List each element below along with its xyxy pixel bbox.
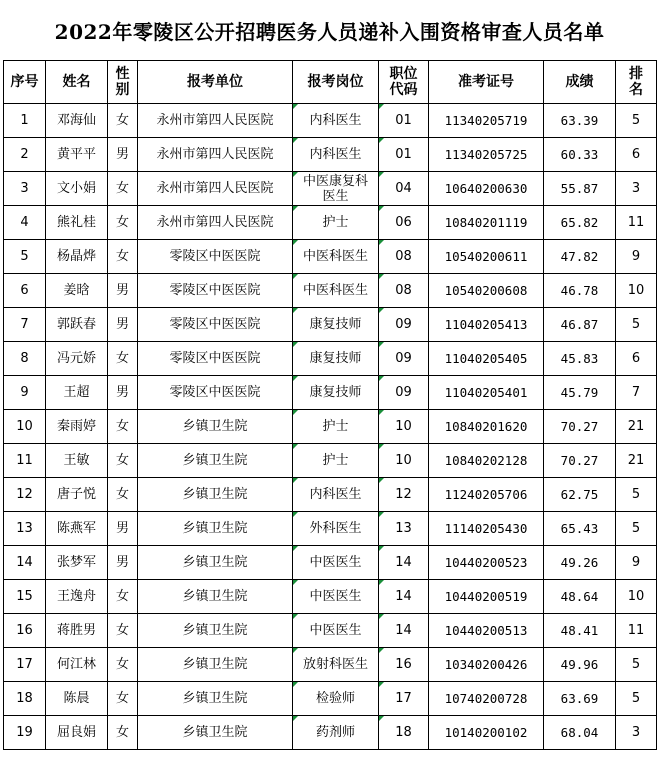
cell-rank: 21 — [616, 410, 657, 444]
cell-rank: 10 — [616, 580, 657, 614]
header-score: 成绩 — [544, 61, 616, 104]
table-row — [4, 274, 657, 308]
cell-code: 14 — [379, 614, 429, 648]
cell-ticket: 10640200630 — [429, 172, 544, 206]
cell-score: 48.64 — [544, 580, 616, 614]
cell-unit: 乡镇卫生院 — [138, 444, 293, 478]
cell-name: 张梦军 — [46, 546, 108, 580]
table-row — [4, 478, 657, 512]
cell-rank: 5 — [616, 682, 657, 716]
cell-post: 内科医生 — [293, 104, 379, 138]
cell-ticket: 11040205401 — [429, 376, 544, 410]
cell-name: 邓海仙 — [46, 104, 108, 138]
cell-seq: 19 — [4, 716, 46, 750]
cell-unit: 零陵区中医医院 — [138, 376, 293, 410]
table-header-row — [4, 61, 657, 104]
cell-score: 55.87 — [544, 172, 616, 206]
cell-code: 08 — [379, 274, 429, 308]
cell-name: 姜晗 — [46, 274, 108, 308]
cell-ticket: 11340205719 — [429, 104, 544, 138]
header-seq: 序号 — [4, 61, 46, 104]
cell-seq: 13 — [4, 512, 46, 546]
cell-post: 中医康复科 医生 — [293, 172, 379, 206]
cell-seq: 12 — [4, 478, 46, 512]
candidate-table — [3, 60, 657, 750]
cell-name: 郭跃春 — [46, 308, 108, 342]
header-gender: 性 别 — [108, 61, 138, 104]
cell-score: 47.82 — [544, 240, 616, 274]
cell-unit: 乡镇卫生院 — [138, 682, 293, 716]
cell-code: 16 — [379, 648, 429, 682]
cell-seq: 2 — [4, 138, 46, 172]
cell-name: 陈燕军 — [46, 512, 108, 546]
cell-post: 药剂师 — [293, 716, 379, 750]
cell-seq: 9 — [4, 376, 46, 410]
cell-name: 冯元娇 — [46, 342, 108, 376]
cell-ticket: 11140205430 — [429, 512, 544, 546]
cell-score: 49.26 — [544, 546, 616, 580]
table-body — [4, 104, 657, 750]
cell-seq: 18 — [4, 682, 46, 716]
cell-seq: 15 — [4, 580, 46, 614]
cell-post: 康复技师 — [293, 342, 379, 376]
cell-seq: 6 — [4, 274, 46, 308]
cell-ticket: 10840202128 — [429, 444, 544, 478]
cell-code: 09 — [379, 308, 429, 342]
cell-post: 护士 — [293, 444, 379, 478]
cell-gender: 女 — [108, 240, 138, 274]
cell-name: 何江林 — [46, 648, 108, 682]
cell-name: 杨晶烨 — [46, 240, 108, 274]
cell-rank: 21 — [616, 444, 657, 478]
header-post: 报考岗位 — [293, 61, 379, 104]
cell-gender: 女 — [108, 682, 138, 716]
cell-ticket: 11040205413 — [429, 308, 544, 342]
cell-name: 蒋胜男 — [46, 614, 108, 648]
header-unit: 报考单位 — [138, 61, 293, 104]
cell-score: 45.79 — [544, 376, 616, 410]
cell-unit: 乡镇卫生院 — [138, 478, 293, 512]
cell-score: 63.69 — [544, 682, 616, 716]
cell-ticket: 11340205725 — [429, 138, 544, 172]
cell-gender: 男 — [108, 376, 138, 410]
cell-unit: 乡镇卫生院 — [138, 580, 293, 614]
header-rank: 排 名 — [616, 61, 657, 104]
cell-seq: 4 — [4, 206, 46, 240]
cell-unit: 乡镇卫生院 — [138, 512, 293, 546]
cell-seq: 1 — [4, 104, 46, 138]
table-row — [4, 682, 657, 716]
cell-score: 62.75 — [544, 478, 616, 512]
cell-post: 康复技师 — [293, 376, 379, 410]
cell-post: 中医科医生 — [293, 240, 379, 274]
cell-unit: 乡镇卫生院 — [138, 410, 293, 444]
cell-code: 09 — [379, 342, 429, 376]
page-title: 2022年零陵区公开招聘医务人员递补入围资格审查人员名单 — [54, 19, 605, 44]
cell-seq: 11 — [4, 444, 46, 478]
cell-seq: 17 — [4, 648, 46, 682]
cell-gender: 女 — [108, 206, 138, 240]
cell-score: 70.27 — [544, 410, 616, 444]
cell-gender: 女 — [108, 172, 138, 206]
cell-unit: 永州市第四人民医院 — [138, 104, 293, 138]
cell-gender: 女 — [108, 444, 138, 478]
cell-rank: 6 — [616, 138, 657, 172]
cell-post: 中医医生 — [293, 580, 379, 614]
cell-post: 内科医生 — [293, 478, 379, 512]
cell-gender: 女 — [108, 342, 138, 376]
cell-unit: 零陵区中医医院 — [138, 308, 293, 342]
cell-rank: 3 — [616, 716, 657, 750]
cell-ticket: 10340200426 — [429, 648, 544, 682]
cell-code: 04 — [379, 172, 429, 206]
cell-rank: 5 — [616, 308, 657, 342]
table-row — [4, 614, 657, 648]
cell-ticket: 10140200102 — [429, 716, 544, 750]
cell-code: 06 — [379, 206, 429, 240]
table-row — [4, 546, 657, 580]
cell-post: 中医医生 — [293, 614, 379, 648]
cell-unit: 乡镇卫生院 — [138, 716, 293, 750]
cell-score: 46.78 — [544, 274, 616, 308]
header-code: 职位 代码 — [379, 61, 429, 104]
cell-rank: 6 — [616, 342, 657, 376]
cell-code: 08 — [379, 240, 429, 274]
cell-rank: 3 — [616, 172, 657, 206]
cell-name: 熊礼桂 — [46, 206, 108, 240]
cell-rank: 5 — [616, 512, 657, 546]
cell-seq: 8 — [4, 342, 46, 376]
cell-name: 王敏 — [46, 444, 108, 478]
cell-ticket: 10440200523 — [429, 546, 544, 580]
cell-post: 康复技师 — [293, 308, 379, 342]
table-row — [4, 444, 657, 478]
table-row — [4, 342, 657, 376]
cell-code: 14 — [379, 546, 429, 580]
cell-gender: 女 — [108, 648, 138, 682]
cell-rank: 7 — [616, 376, 657, 410]
cell-score: 70.27 — [544, 444, 616, 478]
cell-gender: 男 — [108, 546, 138, 580]
cell-unit: 乡镇卫生院 — [138, 546, 293, 580]
cell-code: 12 — [379, 478, 429, 512]
cell-rank: 10 — [616, 274, 657, 308]
cell-rank: 5 — [616, 104, 657, 138]
cell-ticket: 11240205706 — [429, 478, 544, 512]
cell-gender: 女 — [108, 478, 138, 512]
cell-unit: 永州市第四人民医院 — [138, 138, 293, 172]
cell-name: 秦雨婷 — [46, 410, 108, 444]
cell-unit: 乡镇卫生院 — [138, 648, 293, 682]
cell-seq: 5 — [4, 240, 46, 274]
cell-score: 46.87 — [544, 308, 616, 342]
cell-name: 唐子悦 — [46, 478, 108, 512]
header-ticket: 准考证号 — [429, 61, 544, 104]
cell-score: 63.39 — [544, 104, 616, 138]
cell-ticket: 10540200608 — [429, 274, 544, 308]
cell-code: 17 — [379, 682, 429, 716]
cell-score: 65.82 — [544, 206, 616, 240]
cell-name: 黄平平 — [46, 138, 108, 172]
cell-ticket: 10740200728 — [429, 682, 544, 716]
cell-post: 中医科医生 — [293, 274, 379, 308]
cell-rank: 5 — [616, 478, 657, 512]
cell-score: 60.33 — [544, 138, 616, 172]
table-row — [4, 138, 657, 172]
table-row — [4, 648, 657, 682]
cell-ticket: 11040205405 — [429, 342, 544, 376]
cell-gender: 男 — [108, 308, 138, 342]
cell-post: 检验师 — [293, 682, 379, 716]
cell-code: 18 — [379, 716, 429, 750]
cell-gender: 男 — [108, 138, 138, 172]
cell-post: 护士 — [293, 206, 379, 240]
cell-seq: 16 — [4, 614, 46, 648]
header-name: 姓名 — [46, 61, 108, 104]
cell-code: 01 — [379, 104, 429, 138]
cell-score: 49.96 — [544, 648, 616, 682]
cell-unit: 永州市第四人民医院 — [138, 206, 293, 240]
cell-gender: 女 — [108, 410, 138, 444]
table-row — [4, 206, 657, 240]
cell-ticket: 10540200611 — [429, 240, 544, 274]
cell-gender: 女 — [108, 614, 138, 648]
cell-name: 王超 — [46, 376, 108, 410]
cell-ticket: 10440200519 — [429, 580, 544, 614]
cell-code: 14 — [379, 580, 429, 614]
cell-post: 护士 — [293, 410, 379, 444]
cell-post: 中医医生 — [293, 546, 379, 580]
cell-seq: 7 — [4, 308, 46, 342]
table-row — [4, 240, 657, 274]
table-row — [4, 376, 657, 410]
table-row — [4, 512, 657, 546]
cell-rank: 11 — [616, 206, 657, 240]
cell-ticket: 10840201119 — [429, 206, 544, 240]
cell-gender: 女 — [108, 716, 138, 750]
cell-rank: 9 — [616, 546, 657, 580]
cell-code: 10 — [379, 410, 429, 444]
cell-gender: 女 — [108, 104, 138, 138]
table-row — [4, 172, 657, 206]
cell-rank: 11 — [616, 614, 657, 648]
cell-code: 09 — [379, 376, 429, 410]
cell-gender: 男 — [108, 274, 138, 308]
cell-ticket: 10840201620 — [429, 410, 544, 444]
cell-unit: 零陵区中医医院 — [138, 342, 293, 376]
cell-score: 65.43 — [544, 512, 616, 546]
cell-name: 屈良娟 — [46, 716, 108, 750]
cell-ticket: 10440200513 — [429, 614, 544, 648]
cell-score: 45.83 — [544, 342, 616, 376]
cell-code: 01 — [379, 138, 429, 172]
cell-seq: 3 — [4, 172, 46, 206]
cell-unit: 零陵区中医医院 — [138, 240, 293, 274]
cell-unit: 乡镇卫生院 — [138, 614, 293, 648]
cell-name: 王逸舟 — [46, 580, 108, 614]
table-row — [4, 716, 657, 750]
cell-unit: 零陵区中医医院 — [138, 274, 293, 308]
table-row — [4, 580, 657, 614]
cell-name: 陈晨 — [46, 682, 108, 716]
table-row — [4, 104, 657, 138]
cell-rank: 5 — [616, 648, 657, 682]
cell-post: 放射科医生 — [293, 648, 379, 682]
table-row — [4, 410, 657, 444]
cell-code: 13 — [379, 512, 429, 546]
cell-score: 68.04 — [544, 716, 616, 750]
cell-gender: 男 — [108, 512, 138, 546]
cell-post: 内科医生 — [293, 138, 379, 172]
cell-seq: 14 — [4, 546, 46, 580]
cell-name: 文小娟 — [46, 172, 108, 206]
cell-score: 48.41 — [544, 614, 616, 648]
cell-code: 10 — [379, 444, 429, 478]
table-row — [4, 308, 657, 342]
cell-post: 外科医生 — [293, 512, 379, 546]
cell-gender: 女 — [108, 580, 138, 614]
cell-seq: 10 — [4, 410, 46, 444]
cell-unit: 永州市第四人民医院 — [138, 172, 293, 206]
cell-rank: 9 — [616, 240, 657, 274]
